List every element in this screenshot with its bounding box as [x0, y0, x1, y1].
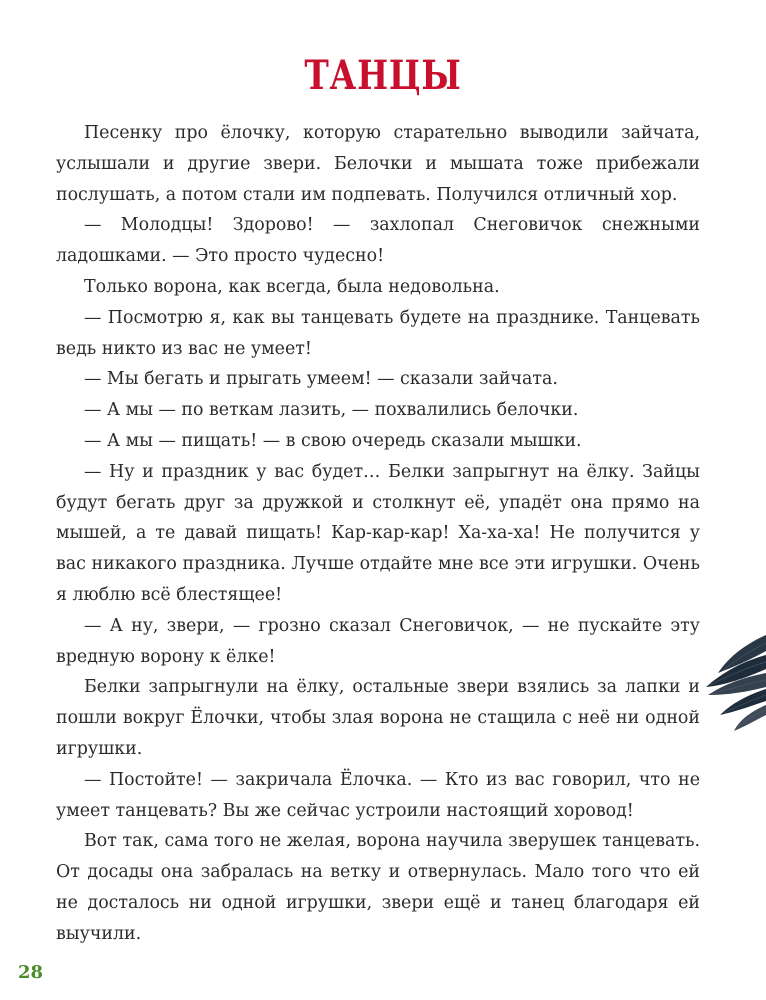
paragraph: Вот так, сама того не желая, ворона научила зверушек танцевать. От досады она забралась на ветку и отвернулась. Мало того что ей не досталось ни одной игрушки, звери ещё и танец благодаря ей выучили. [56, 831, 700, 944]
paragraph: — Молодцы! Здорово! — захлопал Снеговичок снежными ладошками. — Это просто чудесно! [56, 215, 700, 267]
paragraph: — Постойте! — закричала Ёлочка. — Кто из вас говорил, что не умеет танцевать? Вы же сейчас устроили настоящий хоровод! [56, 769, 700, 821]
paragraph: — А мы — пищать! — в свою очередь сказали мышки. [84, 430, 582, 451]
paragraph: — Посмотрю я, как вы танцевать будете на празднике. Танцевать ведь никто из вас не умеет! [56, 307, 700, 359]
paragraph: — Ну и праздник у вас будет… Белки запрыгнут на ёлку. Зайцы будут бегать друг за дружкой и столкнут её, упадёт она прямо на мышей, а те давай пищать! Кар-кар-кар! Ха-ха-ха! Не получится у вас никакого праздника. Лучше отдайте мне все эти игрушки. Очень я люблю всё блестящее! [56, 461, 700, 605]
crow-feather-icon [700, 615, 766, 745]
paragraph: Песенку про ёлочку, которую старательно выводили зайчата, услышали и другие звери. Белочки и мышата тоже прибежали послушать, а потом стали им подпевать. Получился отличный хор. [56, 123, 700, 205]
chapter-title: ТАНЦЫ [304, 52, 462, 99]
body-text [56, 118, 700, 950]
paragraph: Белки запрыгнули на ёлку, остальные звери взялись за лапки и пошли вокруг Ёлочки, чтобы злая ворона не стащила с неё ни одной игрушки. [56, 677, 700, 759]
paragraph: Только ворона, как всегда, была недовольна. [84, 276, 500, 297]
paragraph: — Мы бегать и прыгать умеем! — сказали зайчата. [84, 369, 558, 390]
paragraph: — А ну, звери, — грозно сказал Снеговичок, — не пускайте эту вредную ворону к ёлке! [56, 615, 700, 667]
page-number: 28 [18, 962, 44, 983]
paragraph: — А мы — по веткам лазить, — похвалились белочки. [84, 400, 579, 421]
